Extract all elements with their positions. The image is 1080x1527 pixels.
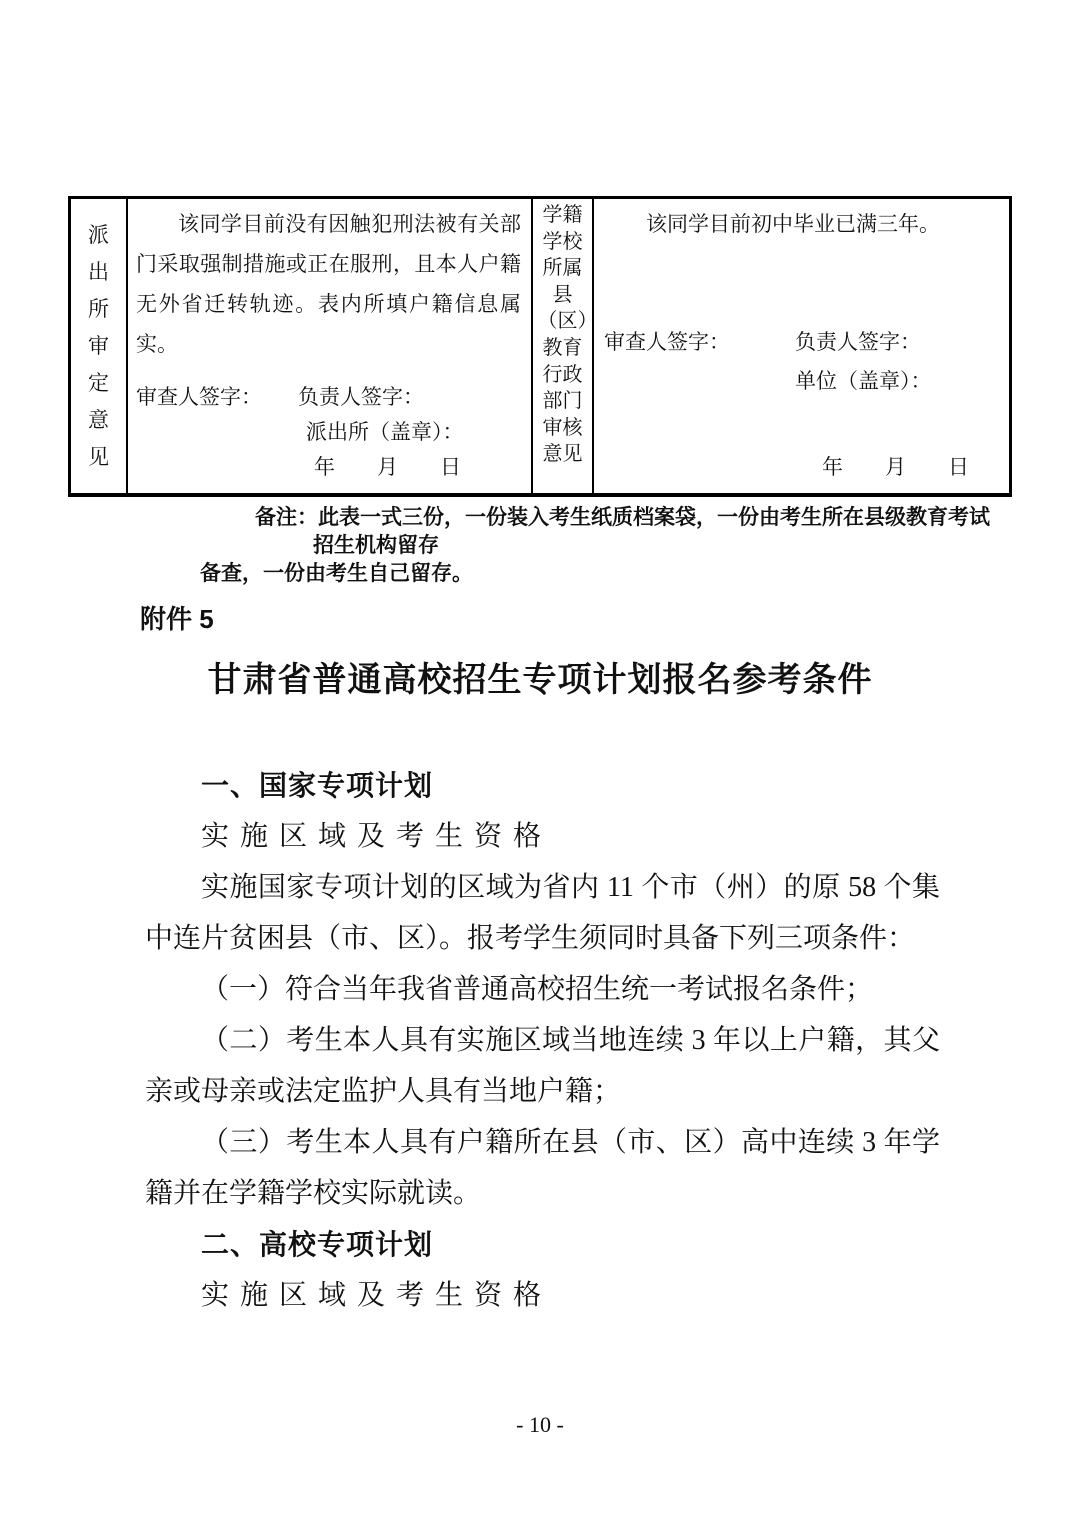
education-date-label: 年 月 日 <box>822 455 969 479</box>
condition-item-3: （三）考生本人具有户籍所在县（市、区）高中连续 3 年学籍并在学籍学校实际就读。 <box>145 1127 940 1209</box>
review-opinion-table <box>68 196 1012 497</box>
table-notes-line-1: 备注：此表一式三份，一份装入考生纸质档案袋，一份由考生所在县级教育考试 <box>255 506 990 529</box>
page-number: - 10 - <box>516 1412 564 1437</box>
subheading-region-and-eligibility-2: 实施区域及考生资格 <box>201 1280 553 1311</box>
subheading-region-and-eligibility-1: 实施区域及考生资格 <box>201 821 553 852</box>
police-signature-row <box>136 380 521 415</box>
education-signature-block <box>604 322 997 399</box>
paragraph-national-plan-region: 实施国家专项计划的区域为省内 11 个市（州）的原 58 个集中连片贫困县（市、区）。报考学生须同时具备下列三项条件： <box>145 872 940 954</box>
police-review-label: 派出所审定意见 <box>88 222 109 469</box>
table-notes-line-2: 招生机构留存 <box>313 534 439 557</box>
condition-item-2: （二）考生本人具有实施区域当地连续 3 年以上户籍，其父亲或母亲或法定监护人具有当地户籍； <box>145 1025 940 1107</box>
police-review-body-cell <box>128 199 533 493</box>
education-reviewer-signature-label: 审查人签字： <box>604 330 730 354</box>
education-review-body-cell <box>594 199 1009 493</box>
table-notes-line-3: 备查，一份由考生自己留存。 <box>200 562 473 585</box>
police-responsible-signature-label: 负责人签字： <box>298 385 424 409</box>
police-date-label: 年 月 日 <box>314 455 461 479</box>
police-reviewer-signature-label: 审查人签字： <box>136 385 262 409</box>
condition-item-1: （一）符合当年我省普通高校招生统一考试报名条件； <box>201 974 874 1005</box>
section-heading-university-plan: 二、高校专项计划 <box>201 1229 434 1260</box>
document-title: 甘肃省普通高校招生专项计划报名参考条件 <box>207 661 873 699</box>
document-body <box>145 760 940 1321</box>
police-signature-block <box>136 380 521 485</box>
police-review-statement: 该同学目前没有因触犯刑法被有关部门采取强制措施或正在服刑，且本人户籍无外省迁转轨迹。表内所填户籍信息属实。 <box>136 212 521 356</box>
education-review-label-cell: 学籍学校所属县（区）教育行政部门审核意见 <box>533 199 594 493</box>
education-responsible-signature-label: 负责人签字： <box>795 330 921 354</box>
table-notes <box>0 504 1080 588</box>
education-seal-label: 单位（盖章）： <box>795 369 932 393</box>
section-heading-national-plan: 一、国家专项计划 <box>201 770 434 801</box>
education-signature-row <box>604 322 997 362</box>
police-review-label-cell <box>71 199 128 493</box>
education-review-statement: 该同学目前初中毕业已满三年。 <box>646 212 940 236</box>
attachment-label: 附件 5 <box>140 604 214 634</box>
police-seal-label: 派出所（盖章）： <box>306 420 464 444</box>
